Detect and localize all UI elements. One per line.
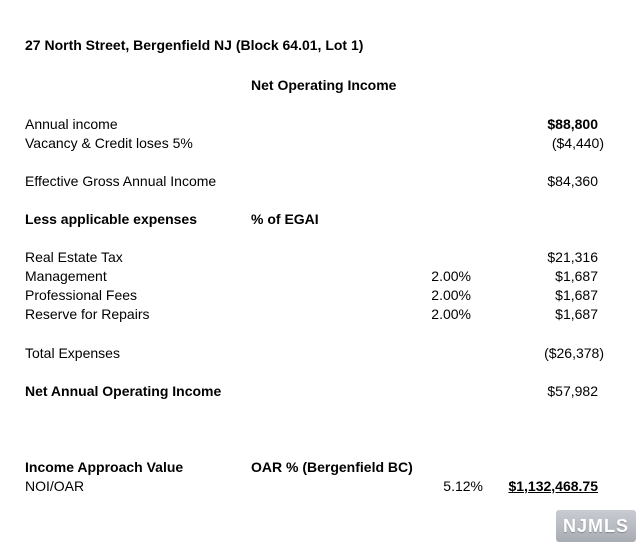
expense-value-management: $1,687 xyxy=(555,268,598,284)
noi-oar-pct: 5.12% xyxy=(443,478,483,494)
expense-value-reserve-for-repairs: $1,687 xyxy=(555,306,598,322)
njmls-watermark-logo: NJMLS xyxy=(556,510,636,542)
section-heading: Net Operating Income xyxy=(251,77,397,93)
income-approach-label: Income Approach Value xyxy=(25,459,184,475)
expense-label-reserve-for-repairs: Reserve for Repairs xyxy=(25,306,150,322)
vacancy-label: Vacancy & Credit loses 5% xyxy=(25,135,193,151)
annual-income-value: $88,800 xyxy=(547,116,598,132)
egai-value: $84,360 xyxy=(547,173,598,189)
noi-oar-label: NOI/OAR xyxy=(25,478,85,494)
total-expenses-label: Total Expenses xyxy=(25,345,120,361)
noi-value: $57,982 xyxy=(547,383,598,399)
income-approach-value: $1,132,468.75 xyxy=(508,478,598,494)
total-expenses-value: ($26,378) xyxy=(544,345,604,361)
annual-income-label: Annual income xyxy=(25,116,118,132)
expense-pct-management: 2.00% xyxy=(431,268,471,284)
expense-pct-reserve-for-repairs: 2.00% xyxy=(431,306,471,322)
noi-label: Net Annual Operating Income xyxy=(25,383,222,399)
egai-label: Effective Gross Annual Income xyxy=(25,173,217,189)
pct-egai-header: % of EGAI xyxy=(251,211,319,227)
expense-label-management: Management xyxy=(25,268,107,284)
vacancy-value: ($4,440) xyxy=(551,135,604,151)
expense-label-real-estate-tax: Real Estate Tax xyxy=(25,249,123,265)
expenses-header-label: Less applicable expenses xyxy=(25,211,197,227)
expense-label-professional-fees: Professional Fees xyxy=(25,287,138,303)
expense-value-professional-fees: $1,687 xyxy=(555,287,598,303)
expense-pct-professional-fees: 2.00% xyxy=(431,287,471,303)
oar-header: OAR % (Bergenfield BC) xyxy=(251,459,413,475)
expense-value-real-estate-tax: $21,316 xyxy=(547,249,598,265)
report-title: 27 North Street, Bergenfield NJ (Block 64.01, Lot 1) xyxy=(25,37,364,53)
